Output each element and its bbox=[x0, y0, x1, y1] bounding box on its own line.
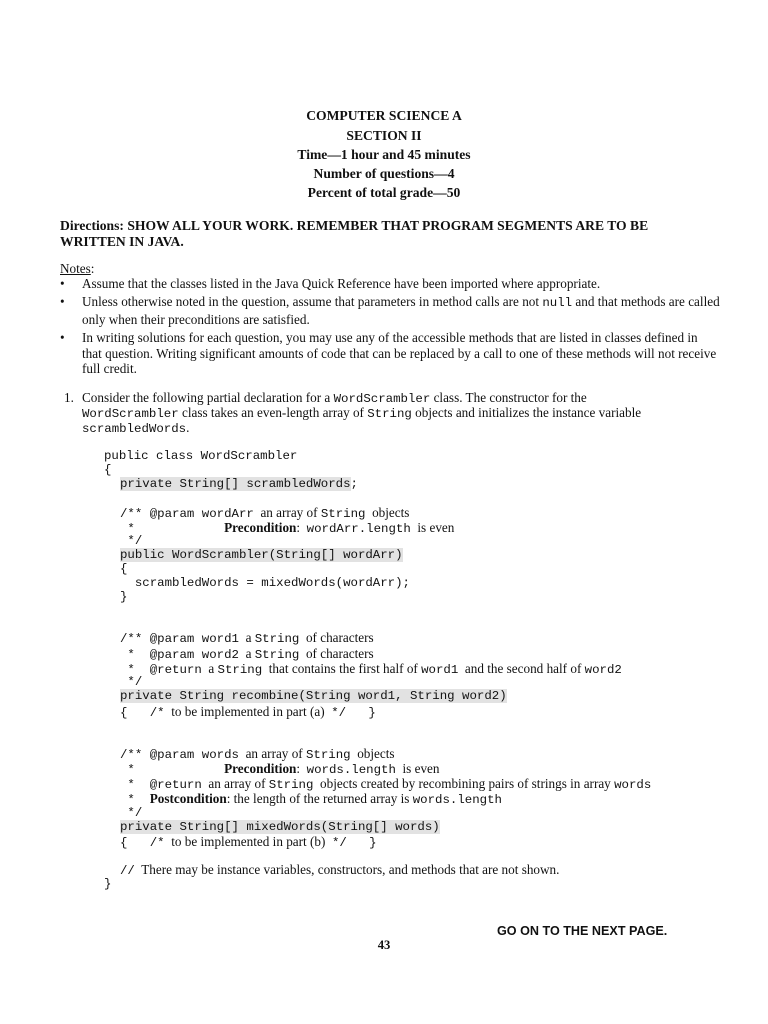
string-code: String bbox=[367, 407, 412, 421]
comment-text: : the length of the returned array is bbox=[226, 791, 413, 806]
code-highlight: public WordScrambler(String[] wordArr) bbox=[120, 548, 403, 562]
code-text: * bbox=[120, 793, 150, 807]
code-text: /** @param word1 bbox=[120, 632, 239, 646]
code-close-brace: } bbox=[120, 590, 128, 604]
code-comment-line bbox=[120, 630, 374, 647]
q-text: . bbox=[186, 420, 190, 435]
code-text: { /* bbox=[120, 836, 165, 850]
precondition-label: Precondition bbox=[224, 520, 297, 535]
note-item bbox=[60, 294, 720, 327]
code-text: */ } bbox=[331, 706, 376, 720]
comment-text: a bbox=[238, 646, 255, 661]
code-text: word1 bbox=[421, 663, 459, 677]
code-text: words.length bbox=[412, 793, 502, 807]
code-text: * @return bbox=[120, 663, 202, 677]
code-text: String bbox=[320, 507, 366, 521]
page-number: 43 bbox=[377, 938, 391, 952]
code-statement: scrambledWords = mixedWords(wordArr); bbox=[120, 576, 410, 590]
code-text: /** @param words bbox=[120, 748, 239, 762]
code-highlight: private String recombine(String word1, String word2) bbox=[120, 689, 507, 703]
code-comment-line bbox=[120, 791, 502, 808]
code-trailing-comment bbox=[120, 862, 559, 879]
exam-title: COMPUTER SCIENCE A bbox=[306, 108, 462, 123]
code-text: */ } bbox=[332, 836, 377, 850]
comment-text: objects created by recombining pairs of strings in array bbox=[313, 776, 615, 791]
code-stub bbox=[120, 704, 376, 721]
precondition-label: Precondition bbox=[224, 761, 297, 776]
directions-line-2: WRITTEN IN JAVA. bbox=[60, 234, 184, 249]
code-text: String bbox=[254, 632, 300, 646]
comment-text: an array of bbox=[201, 776, 269, 791]
comment-text: a bbox=[201, 661, 218, 676]
notes-list bbox=[60, 276, 720, 379]
notes-heading bbox=[60, 261, 94, 277]
postcondition-label: Postcondition bbox=[149, 791, 227, 806]
code-text: String bbox=[217, 663, 263, 677]
comment-text: is even bbox=[410, 520, 455, 535]
question-line-1 bbox=[82, 390, 587, 406]
comment-text: : bbox=[296, 761, 307, 776]
var-code: scrambledWords bbox=[82, 422, 187, 436]
time-line: Time—1 hour and 45 minutes bbox=[297, 147, 471, 162]
code-text: String bbox=[268, 778, 314, 792]
code-text: * @param word2 bbox=[120, 648, 239, 662]
directions-line-1: Directions: SHOW ALL YOUR WORK. REMEMBER THAT PROGRAM SEGMENTS ARE TO BE bbox=[60, 218, 649, 233]
q-text: objects and initializes the instance variable bbox=[411, 405, 642, 420]
note-item bbox=[60, 330, 720, 376]
code-class-decl: public class WordScrambler bbox=[104, 449, 298, 463]
code-highlight: private String[] scrambledWords bbox=[120, 477, 351, 491]
note-2-text-a: Unless otherwise noted in the question, assume that parameters in method calls are not bbox=[82, 294, 543, 310]
note-item bbox=[60, 276, 720, 291]
comment-text: that contains the first half of bbox=[262, 661, 422, 676]
code-open-brace: { bbox=[104, 463, 112, 477]
code-constructor-sig bbox=[120, 548, 403, 563]
notes-colon: : bbox=[90, 261, 95, 276]
code-text: * bbox=[120, 522, 225, 536]
code-text: ; bbox=[350, 477, 358, 491]
comment-text: an array of bbox=[238, 746, 306, 761]
code-text: words bbox=[614, 778, 652, 792]
question-line-3 bbox=[82, 420, 189, 436]
comment-text: There may be instance variables, constructors, and methods that are not shown. bbox=[134, 862, 560, 877]
code-comment-end: */ bbox=[120, 675, 143, 689]
code-text: String bbox=[254, 648, 300, 662]
code-text: word2 bbox=[584, 663, 622, 677]
code-open-brace: { bbox=[120, 562, 128, 576]
comment-text: is even bbox=[395, 761, 440, 776]
code-text: String bbox=[305, 748, 351, 762]
next-page-note: GO ON TO THE NEXT PAGE. bbox=[497, 924, 668, 938]
code-comment-end: */ bbox=[120, 806, 143, 820]
code-text: /** @param wordArr bbox=[120, 507, 254, 521]
code-text: // bbox=[120, 864, 135, 878]
comment-text: : bbox=[296, 520, 307, 535]
notes-label: Notes bbox=[60, 261, 91, 276]
code-comment-line bbox=[120, 520, 454, 537]
q-text: class takes an even-length array of bbox=[178, 405, 368, 420]
comment-text: of characters bbox=[299, 630, 374, 645]
question-number: 1. bbox=[64, 390, 74, 405]
comment-text: to be implemented in part (b) bbox=[164, 834, 332, 849]
question-line-2 bbox=[82, 405, 641, 421]
class-name-code: WordScrambler bbox=[82, 407, 179, 421]
questions-line: Number of questions—4 bbox=[313, 166, 455, 181]
code-close-brace: } bbox=[104, 877, 112, 891]
comment-text: an array of bbox=[253, 505, 321, 520]
null-code: null bbox=[542, 296, 573, 311]
comment-text: to be implemented in part (a) bbox=[164, 704, 332, 719]
section-title: SECTION II bbox=[346, 128, 422, 143]
comment-text: a bbox=[238, 630, 255, 645]
percent-line: Percent of total grade—50 bbox=[307, 185, 461, 200]
code-text: * bbox=[120, 763, 225, 777]
code-text: * @return bbox=[120, 778, 202, 792]
comment-text: and the second half of bbox=[458, 661, 585, 676]
note-3-text: In writing solutions for each question, you may use any of the accessible methods that are listed in classes defined in that question. Writing significant amounts of code that can be replaced by a call to one of these methods will not receive full credit. bbox=[82, 330, 717, 377]
code-comment-end: */ bbox=[120, 534, 143, 548]
class-name-code: WordScrambler bbox=[333, 392, 431, 406]
note-2-text-b: and that methods are called only when their preconditions are satisfied. bbox=[82, 294, 720, 327]
comment-text: objects bbox=[350, 746, 395, 761]
comment-text: objects bbox=[365, 505, 410, 520]
code-text: { /* bbox=[120, 706, 165, 720]
q-text: class. The constructor for the bbox=[430, 390, 587, 405]
code-comment-line bbox=[120, 661, 622, 678]
note-1-text: Assume that the classes listed in the Java Quick Reference have been imported where appropriate. bbox=[82, 276, 601, 291]
code-text: words.length bbox=[306, 763, 396, 777]
code-recombine-sig bbox=[120, 689, 507, 704]
code-stub bbox=[120, 834, 377, 851]
comment-text: of characters bbox=[299, 646, 374, 661]
code-field-decl bbox=[120, 477, 358, 492]
q-text: Consider the following partial declaration for a bbox=[82, 390, 334, 405]
code-mixedwords-sig bbox=[120, 820, 440, 835]
code-text: wordArr.length bbox=[306, 522, 411, 536]
code-highlight: private String[] mixedWords(String[] words) bbox=[120, 820, 440, 834]
